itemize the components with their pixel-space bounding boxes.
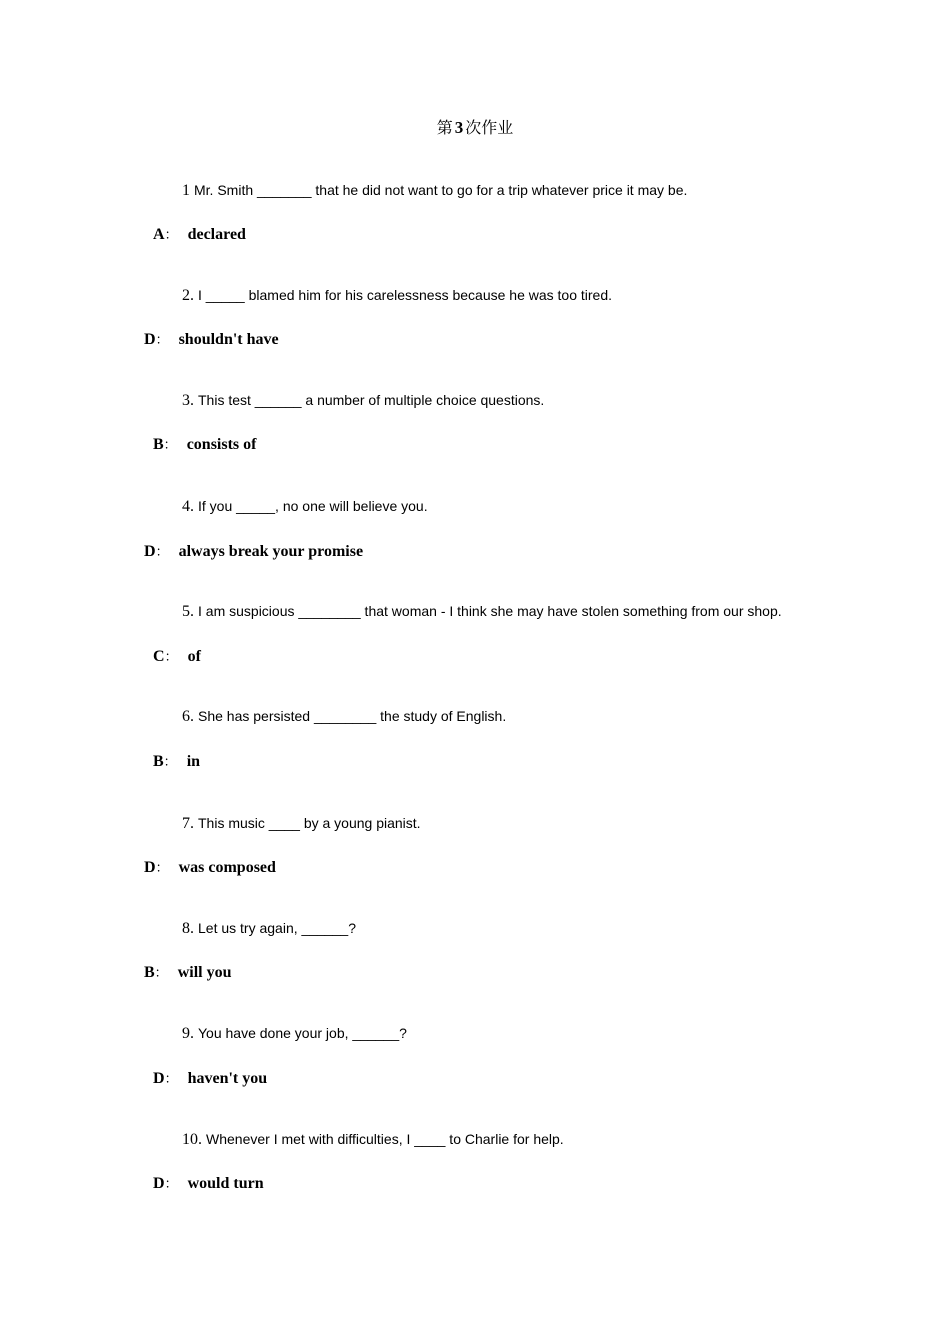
question-5 — [182, 601, 782, 621]
answer-separator: ： — [155, 332, 169, 347]
answer-separator: ： — [164, 649, 178, 664]
question-text: This test ______ a number of multiple choice questions. — [198, 392, 545, 408]
answer-letter: D — [144, 331, 156, 348]
title-suffix: 次作业 — [465, 118, 514, 137]
question-number: 1 — [182, 182, 190, 199]
question-text: I am suspicious ________ that woman - I think she may have stolen something from our shop. — [198, 603, 782, 619]
answer-letter: A — [153, 226, 165, 243]
answer-separator: ： — [164, 1176, 178, 1191]
answer-text: declared — [187, 226, 246, 243]
answer-separator: ： — [154, 965, 168, 980]
page-title — [0, 116, 950, 140]
question-text: She has persisted ________ the study of English. — [198, 708, 507, 724]
answer-text: consists of — [186, 436, 257, 453]
question-number: 5. — [182, 603, 194, 620]
question-text: This music ____ by a young pianist. — [198, 815, 421, 831]
answer-text: in — [186, 753, 201, 770]
question-2 — [182, 285, 612, 305]
question-number: 3. — [182, 392, 194, 409]
question-6 — [182, 706, 506, 726]
question-text: You have done your job, ______? — [198, 1025, 407, 1041]
question-4 — [182, 496, 428, 516]
answer-text: was composed — [178, 859, 276, 876]
question-text: Mr. Smith _______ that he did not want to go for a trip whatever price it may be. — [194, 182, 688, 198]
answer-separator: ： — [164, 1071, 178, 1086]
answer-letter: B — [144, 964, 155, 981]
answer-letter: B — [153, 436, 164, 453]
answer-letter: D — [144, 543, 156, 560]
answer-separator: ： — [163, 437, 177, 452]
question-number: 2. — [182, 287, 194, 304]
title-prefix: 第 — [436, 118, 453, 137]
question-text: Let us try again, ______? — [198, 920, 357, 936]
answer-letter: B — [153, 753, 164, 770]
question-9 — [182, 1023, 407, 1043]
answer-separator: ： — [163, 754, 177, 769]
answer-8 — [144, 963, 231, 983]
question-number: 8. — [182, 920, 194, 937]
question-10 — [182, 1129, 564, 1149]
answer-letter: C — [153, 648, 165, 665]
title-number: 3 — [454, 118, 464, 137]
answer-text: haven't you — [187, 1070, 268, 1087]
question-7 — [182, 813, 421, 833]
question-text: If you _____, no one will believe you. — [198, 498, 428, 514]
answer-text: would turn — [187, 1175, 264, 1192]
answer-text: shouldn't have — [178, 331, 279, 348]
question-number: 7. — [182, 815, 194, 832]
answer-5 — [153, 647, 201, 667]
answer-separator: ： — [155, 544, 169, 559]
answer-1 — [153, 225, 246, 245]
answer-letter: D — [153, 1175, 165, 1192]
question-number: 10. — [182, 1131, 202, 1148]
answer-3 — [153, 435, 256, 455]
question-text: I _____ blamed him for his carelessness because he was too tired. — [198, 287, 613, 303]
question-3 — [182, 390, 544, 410]
answer-separator: ： — [155, 860, 169, 875]
answer-letter: D — [144, 859, 156, 876]
answer-text: of — [187, 648, 201, 665]
question-8 — [182, 918, 356, 938]
question-number: 6. — [182, 708, 194, 725]
question-number: 4. — [182, 498, 194, 515]
answer-9 — [153, 1069, 267, 1089]
answer-10 — [153, 1174, 264, 1194]
answer-4 — [144, 542, 363, 562]
answer-letter: D — [153, 1070, 165, 1087]
question-1 — [182, 180, 687, 200]
question-text: Whenever I met with difficulties, I ____ to Charlie for help. — [206, 1131, 564, 1147]
answer-7 — [144, 858, 276, 878]
answer-text: always break your promise — [178, 543, 364, 560]
answer-6 — [153, 752, 200, 772]
answer-text: will you — [177, 964, 232, 981]
answer-separator: ： — [164, 227, 178, 242]
answer-2 — [144, 330, 279, 350]
question-number: 9. — [182, 1025, 194, 1042]
